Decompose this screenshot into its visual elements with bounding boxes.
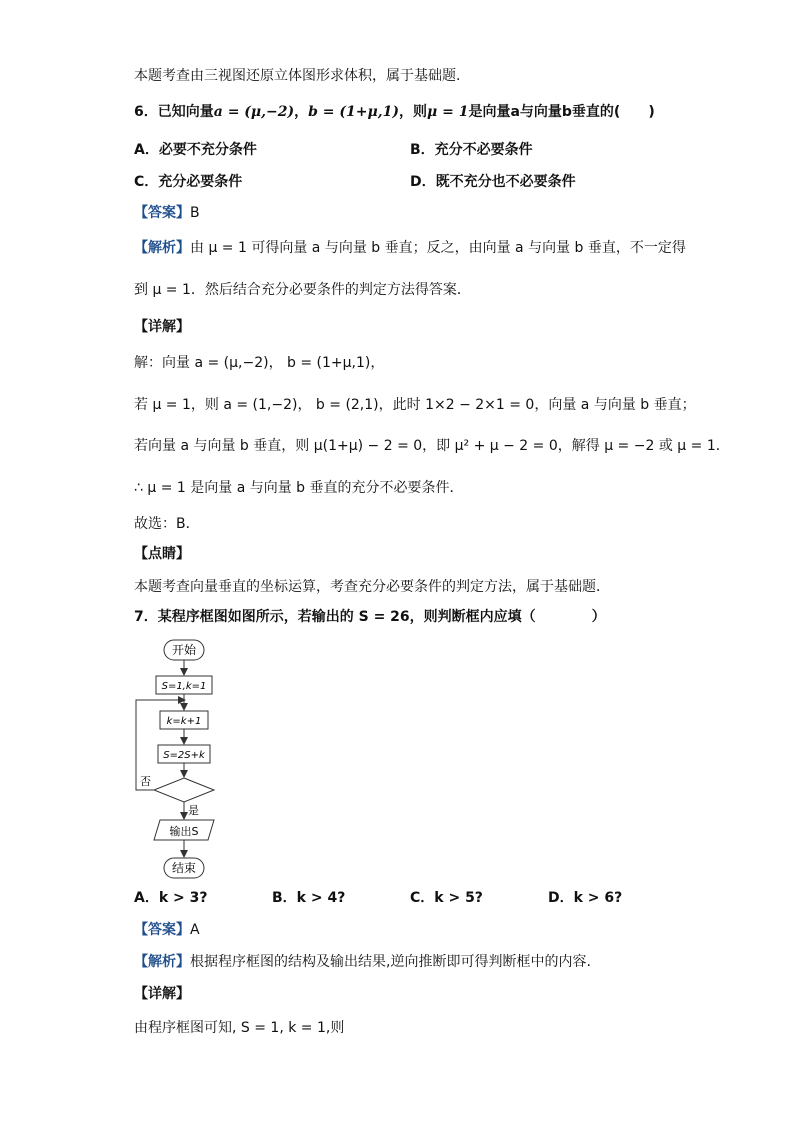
q7-option-a: A．k > 3? bbox=[134, 890, 208, 906]
q6-analysis-1 bbox=[134, 238, 686, 258]
q7-option-b: B．k > 4? bbox=[272, 890, 346, 906]
q6-answer bbox=[134, 203, 200, 223]
q6-mid: ，则 bbox=[399, 104, 427, 120]
answer-value: B bbox=[190, 205, 200, 221]
q6-detail-5: 故选：B． bbox=[134, 516, 200, 532]
q7-answer bbox=[134, 920, 200, 940]
intro-line: 本题考查由三视图还原立体图形求体积，属于基础题. bbox=[134, 68, 461, 84]
q6-a-vec: a = (μ,−2) bbox=[213, 104, 295, 120]
flow-output-label: 输出S bbox=[169, 825, 199, 838]
q6-detail-2: 若 μ = 1，则 a = (1,−2)， b = (2,1)，此时 1×2 − 2×1 = 0，向量 a 与向量 b 垂直； bbox=[134, 397, 696, 413]
q6-option-a: A．必要不充分条件 bbox=[134, 142, 257, 158]
q6-detail-3: 若向量 a 与向量 b 垂直，则 μ(1+μ) − 2 = 0，即 μ² + μ − 2 = 0，解得 μ = −2 或 μ = 1． bbox=[134, 438, 730, 454]
flow-end-label: 结束 bbox=[171, 861, 197, 875]
q6-comment: 本题考查向量垂直的坐标运算，考查充分必要条件的判定方法，属于基础题． bbox=[134, 579, 610, 595]
q7-detail-1: 由程序框图可知, S = 1, k = 1,则 bbox=[134, 1020, 345, 1036]
q6-stem bbox=[134, 102, 655, 122]
q7-stem: 7．某程序框图如图所示，若输出的 S = 26，则判断框内应填（ ） bbox=[134, 609, 606, 625]
analysis-text: 根据程序框图的结构及输出结果,逆向推断即可得判断框中的内容. bbox=[190, 954, 591, 970]
q6-detail-1: 解：向量 a = (μ,−2)， b = (1+μ,1)， bbox=[134, 355, 385, 371]
q6-cond: μ = 1 bbox=[427, 104, 469, 120]
flow-decision bbox=[154, 778, 214, 802]
q6-stem-text: 6．已知向量 bbox=[134, 104, 214, 120]
q7-detail-tag: 【详解】 bbox=[134, 986, 190, 1002]
flow-no-label: 否 bbox=[140, 775, 151, 788]
flowchart bbox=[128, 634, 248, 884]
answer-value: A bbox=[190, 922, 200, 938]
flow-yes-label: 是 bbox=[188, 804, 199, 817]
q6-b-vec: b = (1+μ,1) bbox=[308, 104, 399, 120]
q6-detail-tag: 【详解】 bbox=[134, 319, 190, 335]
flow-step1-label: k=k+1 bbox=[166, 716, 202, 727]
analysis-text: 由 μ = 1 可得向量 a 与向量 b 垂直；反之，由向量 a 与向量 b 垂直，不一定得 bbox=[190, 240, 686, 256]
flow-start-label: 开始 bbox=[171, 643, 197, 657]
analysis-tag: 【解析】 bbox=[134, 954, 190, 970]
q6-detail-4: ∴ μ = 1 是向量 a 与向量 b 垂直的充分不必要条件． bbox=[134, 480, 464, 496]
analysis-tag: 【解析】 bbox=[134, 240, 190, 256]
answer-tag: 【答案】 bbox=[134, 922, 190, 938]
q6-option-d: D．既不充分也不必要条件 bbox=[410, 174, 576, 190]
answer-tag: 【答案】 bbox=[134, 205, 190, 221]
q6-sep: ， bbox=[294, 104, 309, 120]
q7-option-c: C．k > 5? bbox=[410, 890, 483, 906]
q6-option-c: C．充分必要条件 bbox=[134, 174, 243, 190]
flow-step2-label: S=2S+k bbox=[163, 750, 205, 761]
q7-analysis bbox=[134, 952, 591, 972]
q6-analysis-2: 到 μ = 1．然后结合充分必要条件的判定方法得答案． bbox=[134, 282, 471, 298]
q6-tail: 是向量a与向量b垂直的( ) bbox=[468, 104, 655, 120]
q7-option-d: D．k > 6? bbox=[548, 890, 623, 906]
q6-option-b: B．充分不必要条件 bbox=[410, 142, 533, 158]
flow-init-label: S=1,k=1 bbox=[161, 681, 207, 692]
q6-comment-tag: 【点睛】 bbox=[134, 546, 190, 562]
